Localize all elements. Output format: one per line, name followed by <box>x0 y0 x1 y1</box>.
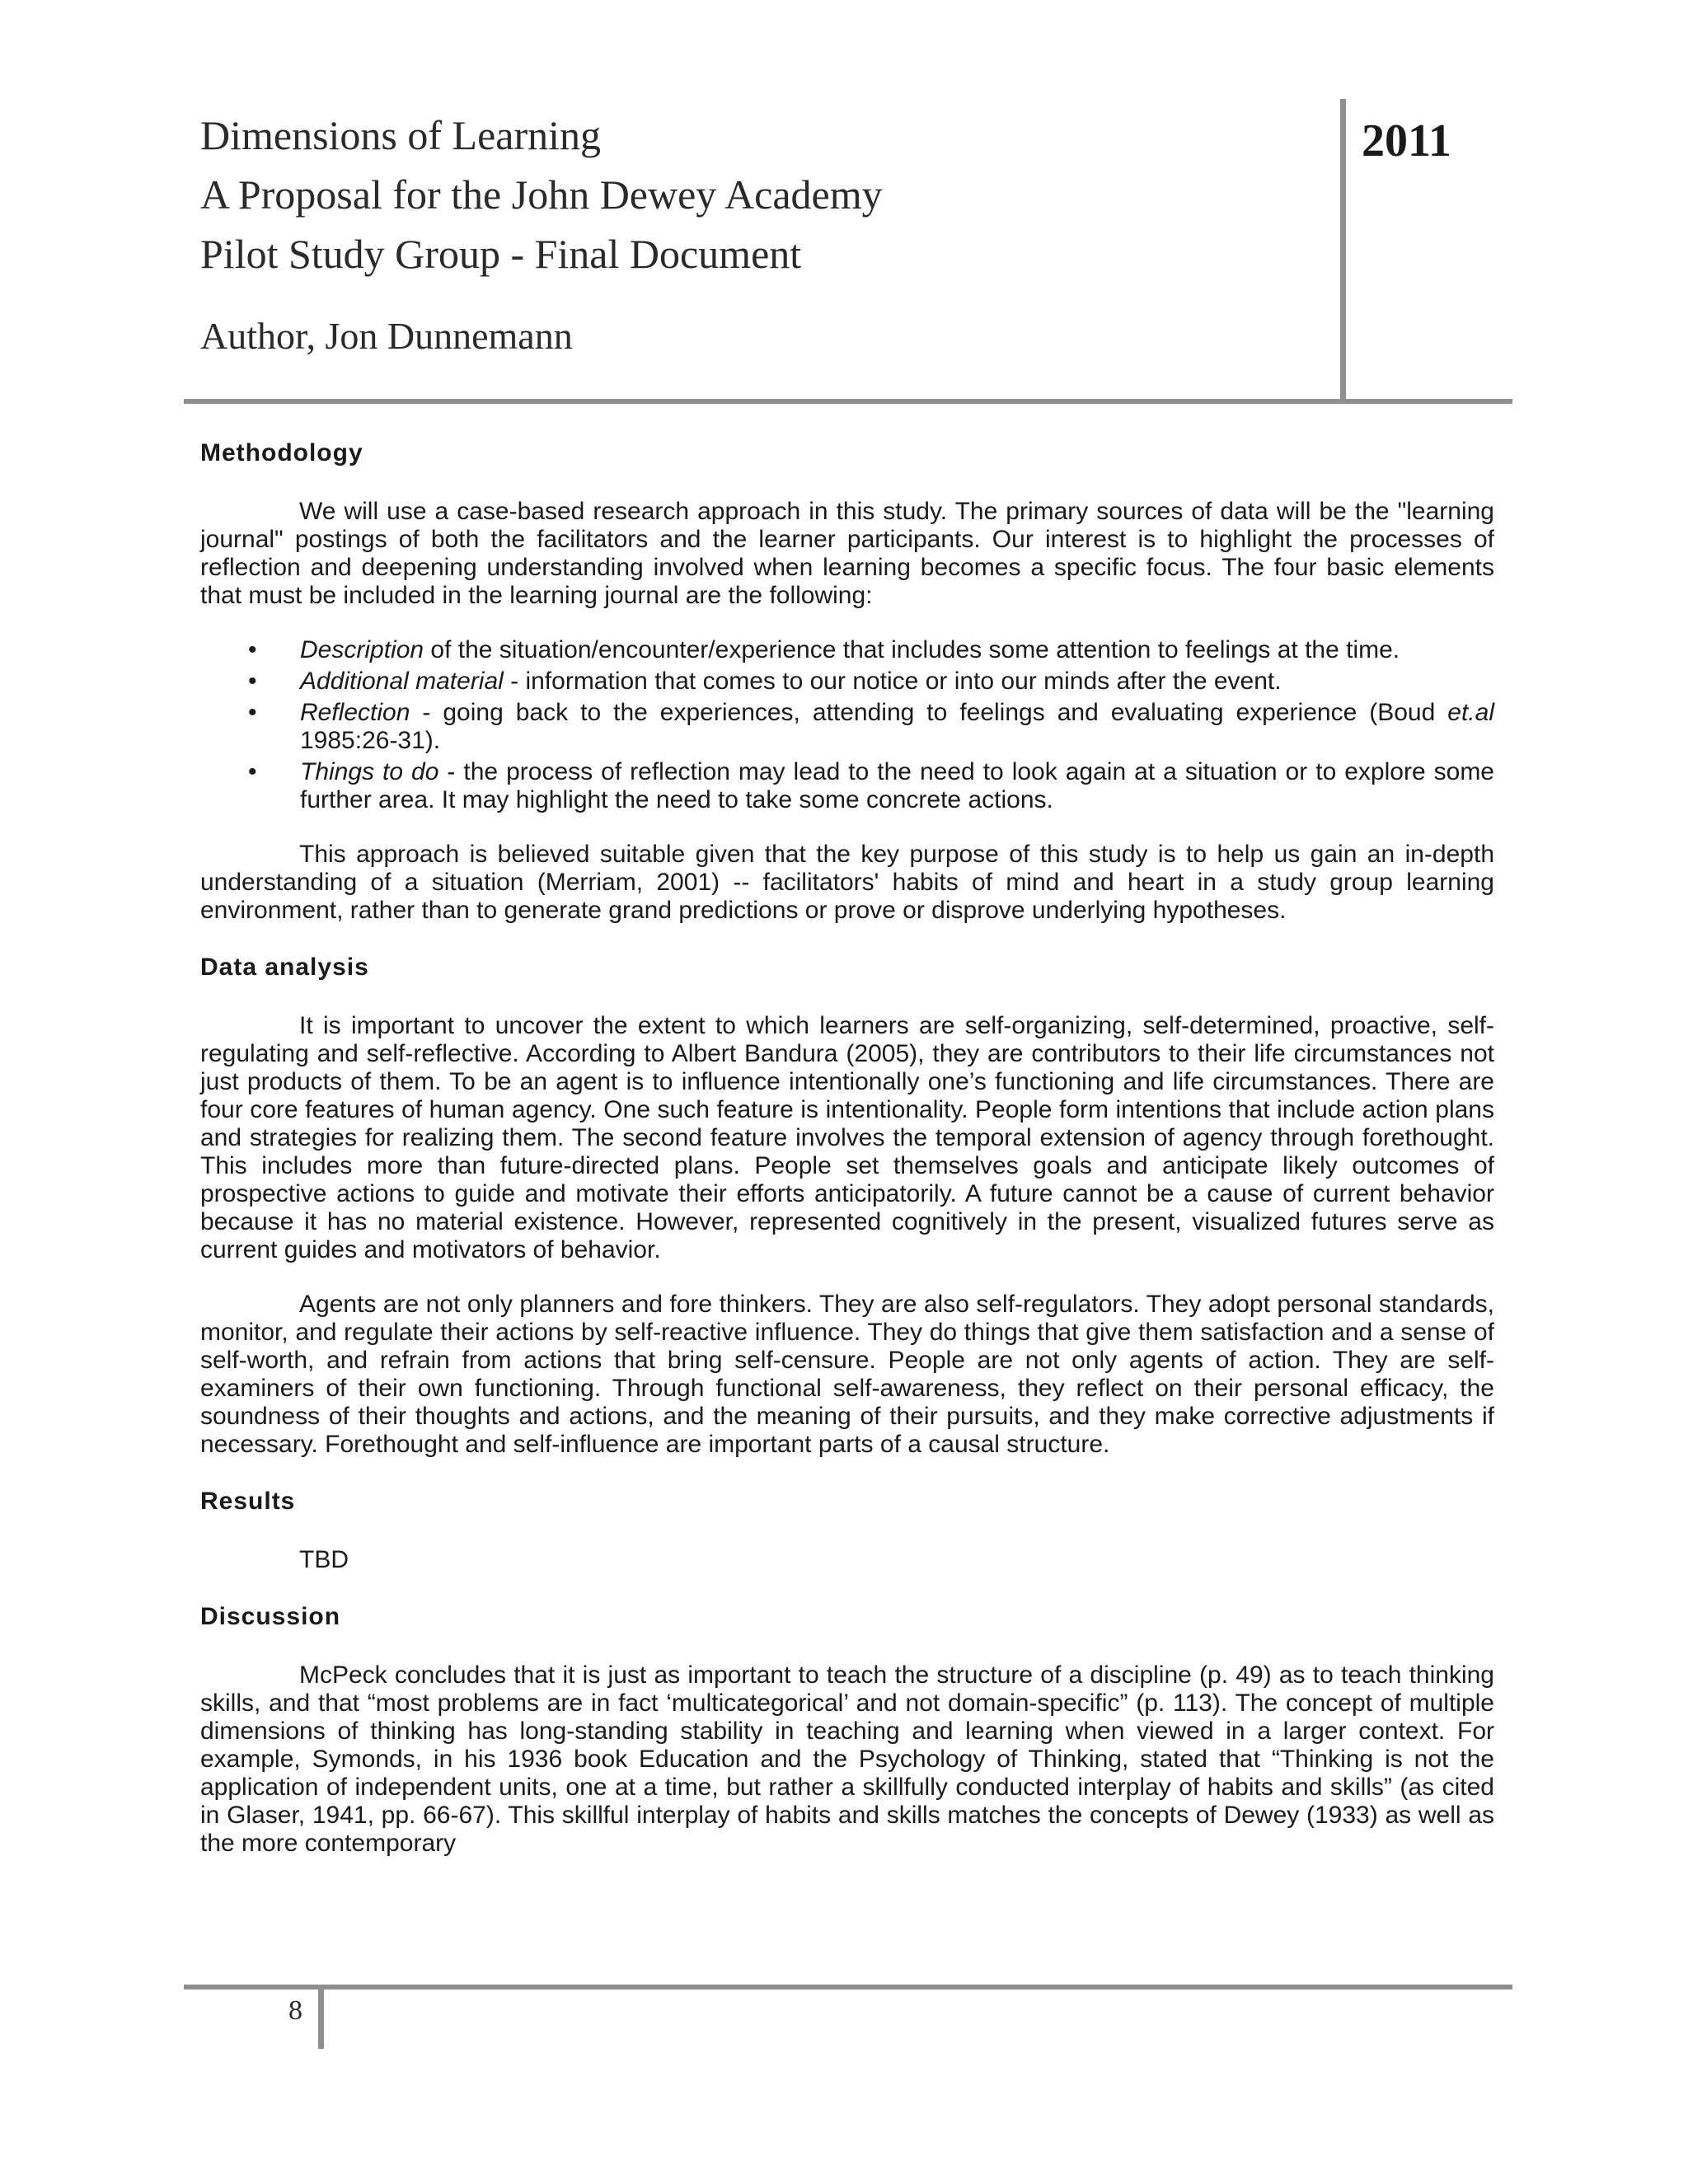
document-body <box>200 437 1494 1884</box>
year-label: 2011 <box>1362 115 1451 166</box>
footer-horizontal-rule <box>184 1985 1512 1990</box>
title-line-3: Pilot Study Group - Final Document <box>200 231 802 277</box>
list-item-text-citation: 1985:26-31). <box>300 727 441 754</box>
methodology-intro: We will use a case-based research approach in this study. The primary sources of data will be the "learning journal" postings of both the facilitators and the learner participants. Our interest is to highlight the processes of reflection and deepening understanding involved when learning becomes a specific focus. The four basic elements that must be included in the learning journal are the following: <box>200 498 1494 609</box>
header-horizontal-rule <box>184 399 1512 404</box>
document-title <box>200 105 1313 284</box>
page-number: 8 <box>288 1995 302 2026</box>
list-item-term: Reflection <box>300 699 410 726</box>
bullet-marker: • <box>248 758 257 785</box>
list-item-text: of the situation/encounter/experience that includes some attention to feelings at the time. <box>424 636 1400 663</box>
bullet-marker: • <box>248 699 257 726</box>
list-item <box>200 636 1494 664</box>
results-heading: Results <box>200 1488 296 1515</box>
data-analysis-heading: Data analysis <box>200 954 369 981</box>
list-item-term: Description <box>300 636 424 663</box>
list-item <box>200 758 1494 814</box>
footer-vertical-rule <box>318 1990 324 2049</box>
data-analysis-paragraph-2: Agents are not only planners and fore thinkers. They are also self-regulators. They adopt personal standards, monitor, and regulate their actions by self-reactive influence. They do things that give them satisfaction and a sense of self-worth, and refrain from actions that bring self-censure. People are not only agents of action. They are self-examiners of their own functioning. Through functional self-awareness, they reflect on their personal efficacy, the soundness of their thoughts and actions, and the meaning of their pursuits, and they make corrective adjustments if necessary. Forethought and self-influence are important parts of a causal structure. <box>200 1291 1494 1458</box>
list-item-text: - going back to the experiences, attending to feelings and evaluating experience (Boud <box>410 699 1448 726</box>
list-item <box>200 668 1494 696</box>
list-item-term-citation: et.al <box>1447 699 1494 726</box>
list-item-text: - information that comes to our notice or into our minds after the event. <box>503 668 1282 695</box>
list-item-text: - the process of reflection may lead to the need to look again at a situation or to explore some further area. It may highlight the need to take some concrete actions. <box>300 758 1494 813</box>
header-vertical-rule <box>1340 99 1346 402</box>
bullet-marker: • <box>248 636 257 663</box>
title-line-1: Dimensions of Learning <box>200 112 602 158</box>
results-text: TBD <box>299 1546 349 1573</box>
list-item-term: Additional material <box>300 668 504 695</box>
journal-elements-list <box>200 636 1494 814</box>
document-header <box>0 0 1688 412</box>
bullet-marker: • <box>248 668 257 695</box>
discussion-heading: Discussion <box>200 1603 341 1630</box>
list-item-term: Things to do <box>300 758 439 785</box>
list-item <box>200 699 1494 755</box>
discussion-paragraph-1: McPeck concludes that it is just as important to teach the structure of a discipline (p. 49) as to teach thinking skills, and that “most problems are in fact ‘multicategorical’ and not domain-specific” (p. 113). The concept of multiple dimensions of thinking has long-standing stability in teaching and learning when viewed in a larger context. For example, Symonds, in his 1936 book Education and the Psychology of Thinking, stated that “Thinking is not the application of independent units, one at a time, but rather a skillfully conducted interplay of habits and skills” (as cited in Glaser, 1941, pp. 66-67). This skillful interplay of habits and skills matches the concepts of Dewey (1933) as well as the more contemporary <box>200 1661 1494 1857</box>
author-line: Author, Jon Dunnemann <box>200 315 573 357</box>
data-analysis-paragraph-1: It is important to uncover the extent to which learners are self-organizing, self-determined, proactive, self-regulating and self-reflective. According to Albert Bandura (2005), they are contributors to their life circumstances not just products of them. To be an agent is to influence intentionally one’s functioning and life circumstances. There are four core features of human agency. One such feature is intentionality. People form intentions that include action plans and strategies for realizing them. The second feature involves the temporal extension of agency through forethought. This includes more than future-directed plans. People set themselves goals and anticipate likely outcomes of prospective actions to guide and motivate their efforts anticipatorily. A future cannot be a cause of current behavior because it has no material existence. However, represented cognitively in the present, visualized futures serve as current guides and motivators of behavior. <box>200 1012 1494 1263</box>
methodology-closing: This approach is believed suitable given that the key purpose of this study is to help us gain an in-depth understanding of a situation (Merriam, 2001) -- facilitators' habits of mind and heart in a study group learning environment, rather than to generate grand predictions or prove or disprove underlying hypotheses. <box>200 841 1494 924</box>
title-line-2: A Proposal for the John Dewey Academy <box>200 171 883 218</box>
methodology-heading: Methodology <box>200 439 363 466</box>
